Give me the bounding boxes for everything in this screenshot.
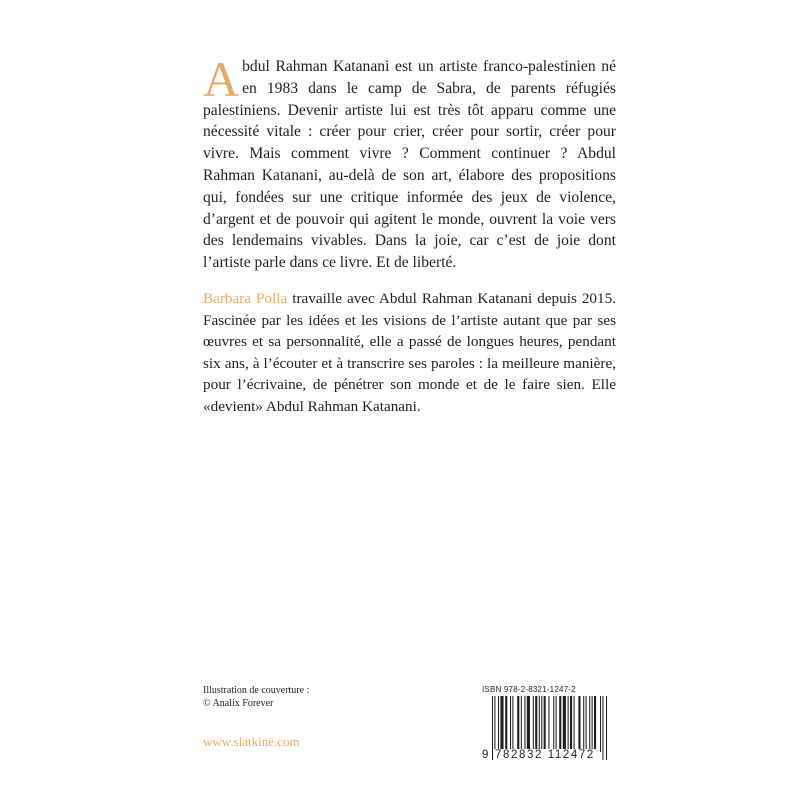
isbn-number-digits: 782832 112472 <box>495 749 595 761</box>
isbn-lead-digit: 9 <box>482 749 490 761</box>
cover-credit <box>203 685 309 710</box>
publisher-website-link[interactable]: www.slatkine.com <box>203 734 300 749</box>
description-text: bdul Rahman Katanani est un artiste franco-palestinien né en 1983 dans le camp de Sabra, de parents réfugiés palestiniens. Devenir artiste lui est très tôt apparu comme une nécessité vitale : créer pour crier, créer pour sortir, créer pour vivre. Mais comment vivre ? Comment continuer ? Abdul Rahman Katanani, au-delà de son art, élabore des propositions qui, fondées sur une critique informée des jeux de violence, d’argent et de pouvoir qui agitent le monde, ouvrent la voie vers des lendemains vivables. Dans la joie, car c’est de joie dont l’artiste parle dans ce livre. Et de liberté. <box>203 58 616 272</box>
author-bio-paragraph <box>203 288 616 418</box>
isbn-label: ISBN 978-2-8321-1247-2 <box>482 685 576 694</box>
cover-credit-name: © Analix Forever <box>203 697 274 709</box>
author-name: Barbara Polla <box>203 290 288 307</box>
isbn-barcode-block <box>482 685 616 771</box>
cover-credit-label: Illustration de couverture : <box>203 685 310 696</box>
drop-cap: A <box>203 51 240 107</box>
description-paragraph <box>203 51 616 274</box>
author-bio-text: travaille avec Abdul Rahman Katanani depuis 2015. Fascinée par les idées et les visions de l’artiste autant que par ses œuvres et sa personnalité, elle a passé de longues heures, pendant six ans, à l’écouter et à transcrire ses paroles : la meilleure manière, pour l’écrivaine, de pénétrer son monde et de le faire sien. Elle «devient» Abdul Rahman Katanani. <box>203 290 616 415</box>
